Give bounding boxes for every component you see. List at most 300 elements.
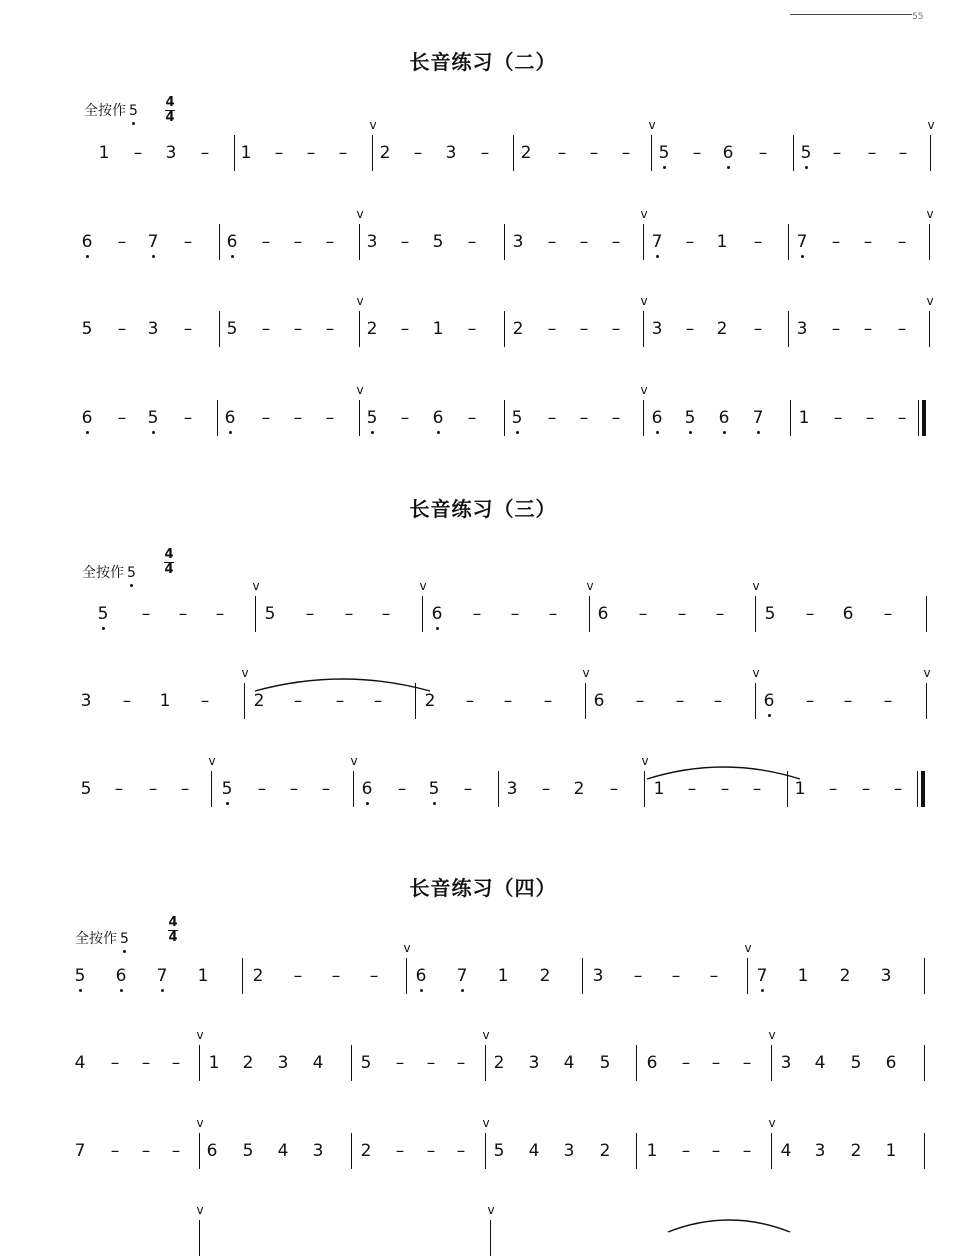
dash: – [293, 966, 303, 986]
dash: – [171, 1141, 181, 1161]
low-octave-dot [86, 255, 89, 258]
dash: – [611, 319, 621, 339]
barline [651, 135, 652, 171]
dash: – [805, 691, 815, 711]
note: 4 [277, 1141, 289, 1161]
dash: – [141, 1141, 151, 1161]
barline [199, 1045, 200, 1081]
barline [242, 958, 243, 994]
dash: – [426, 1053, 436, 1073]
dash: – [833, 408, 843, 428]
key-note: 5 [129, 103, 138, 119]
note: 1 [716, 232, 728, 252]
note: 4 [814, 1053, 826, 1073]
note: 5 [425, 779, 443, 799]
key-signature [84, 100, 138, 120]
note: 2 [850, 1141, 862, 1161]
dash: – [480, 143, 490, 163]
note: 5 [850, 1053, 862, 1073]
dash: – [456, 1141, 466, 1161]
note: 3 [147, 319, 159, 339]
barline [787, 771, 788, 807]
dash: – [543, 691, 553, 711]
dash: – [503, 691, 513, 711]
dash: – [635, 691, 645, 711]
dash: – [742, 1053, 752, 1073]
time-bottom: 4 [164, 562, 174, 577]
low-octave-dot [768, 714, 771, 717]
note: 3 [165, 143, 177, 163]
note: 2 [520, 143, 532, 163]
low-octave-dot [461, 989, 464, 992]
note: 2 [599, 1141, 611, 1161]
breath-mark: v [926, 294, 934, 308]
barline [351, 1133, 352, 1169]
slur [668, 1220, 790, 1232]
barline [199, 1220, 200, 1256]
low-octave-dot [371, 431, 374, 434]
dash: – [293, 408, 303, 428]
dash: – [117, 319, 127, 339]
dash: – [893, 779, 903, 799]
barline [504, 311, 505, 347]
low-octave-dot [689, 431, 692, 434]
note: 2 [252, 966, 264, 986]
note: 5 [493, 1141, 505, 1161]
dash: – [883, 604, 893, 624]
note: 3 [277, 1053, 289, 1073]
barline [217, 400, 218, 436]
note: 2 [253, 691, 265, 711]
dash: – [381, 604, 391, 624]
dash: – [547, 232, 557, 252]
dash: – [548, 604, 558, 624]
barline [422, 596, 423, 632]
dash: – [183, 319, 193, 339]
dash: – [110, 1141, 120, 1161]
dash: – [257, 779, 267, 799]
barline [930, 135, 931, 171]
note: 3 [796, 319, 808, 339]
low-octave-dot [801, 255, 804, 258]
key-signature [75, 928, 129, 948]
slur [647, 767, 800, 779]
dash: – [325, 408, 335, 428]
barline [485, 1133, 486, 1169]
note: 7 [74, 1141, 86, 1161]
low-octave-dot [663, 166, 666, 169]
barline [790, 400, 791, 436]
barline [219, 224, 220, 260]
breath-mark: v [196, 1203, 204, 1217]
dash: – [685, 319, 695, 339]
barline [415, 683, 416, 719]
note: 6 [648, 408, 666, 428]
barline [929, 224, 930, 260]
breath-mark: v [927, 118, 935, 132]
breath-mark: v [356, 207, 364, 221]
page-number: 55 [912, 12, 924, 22]
note: 1 [159, 691, 171, 711]
note: 1 [798, 408, 810, 428]
note: 5 [432, 232, 444, 252]
note: 1 [885, 1141, 897, 1161]
breath-mark: v [768, 1116, 776, 1130]
breath-mark: v [768, 1028, 776, 1042]
barline [359, 311, 360, 347]
breath-mark: v [482, 1116, 490, 1130]
note: 6 [428, 604, 446, 624]
note: 6 [715, 408, 733, 428]
note: 3 [445, 143, 457, 163]
low-octave-dot [723, 431, 726, 434]
note: 4 [528, 1141, 540, 1161]
time-top: 4 [164, 547, 174, 562]
time-signature [163, 548, 175, 577]
barline [643, 400, 644, 436]
key-note-dot [123, 950, 126, 953]
dash: – [579, 408, 589, 428]
dash: – [395, 1141, 405, 1161]
dash: – [467, 232, 477, 252]
slur [255, 679, 430, 691]
dash: – [472, 604, 482, 624]
note: 5 [797, 143, 815, 163]
dash: – [331, 966, 341, 986]
time-bottom: 4 [168, 930, 178, 945]
breath-mark: v [196, 1028, 204, 1042]
breath-mark: v [640, 383, 648, 397]
dash: – [338, 143, 348, 163]
note: 1 [653, 779, 665, 799]
breath-mark: v [196, 1116, 204, 1130]
dash: – [413, 143, 423, 163]
dash: – [463, 779, 473, 799]
low-octave-dot [757, 431, 760, 434]
dash: – [681, 1053, 691, 1073]
low-octave-dot [226, 802, 229, 805]
barline [924, 958, 925, 994]
barline [219, 311, 220, 347]
dash: – [675, 691, 685, 711]
note: 5 [94, 604, 112, 624]
dash: – [709, 966, 719, 986]
note: 1 [797, 966, 809, 986]
section-title: 长音练习（四） [409, 876, 557, 900]
note: 1 [208, 1053, 220, 1073]
dash: – [758, 143, 768, 163]
note: 2 [839, 966, 851, 986]
note: 6 [719, 143, 737, 163]
final-barline [917, 771, 918, 807]
key-prefix: 全按作 [75, 931, 117, 947]
note: 4 [312, 1053, 324, 1073]
dash: – [200, 691, 210, 711]
dash: – [897, 408, 907, 428]
dash: – [215, 604, 225, 624]
dash: – [122, 691, 132, 711]
dash: – [261, 232, 271, 252]
dash: – [261, 408, 271, 428]
note: 7 [153, 966, 171, 986]
note: 6 [842, 604, 854, 624]
breath-mark: v [487, 1203, 495, 1217]
key-note: 5 [127, 565, 136, 581]
dash: – [321, 779, 331, 799]
note: 3 [312, 1141, 324, 1161]
section-title: 长音练习（三） [409, 497, 557, 521]
dash: – [863, 232, 873, 252]
note: 6 [78, 408, 96, 428]
dash: – [579, 232, 589, 252]
section-title: 长音练习（二） [409, 50, 557, 74]
dash: – [805, 604, 815, 624]
dash: – [305, 604, 315, 624]
barline [490, 1220, 491, 1256]
barline [771, 1133, 772, 1169]
note: 7 [144, 232, 162, 252]
note: 5 [144, 408, 162, 428]
note: 3 [880, 966, 892, 986]
dash: – [557, 143, 567, 163]
note: 5 [242, 1141, 254, 1161]
note: 3 [366, 232, 378, 252]
dash: – [541, 779, 551, 799]
note: 1 [432, 319, 444, 339]
dash: – [752, 779, 762, 799]
dash: – [687, 779, 697, 799]
breath-mark: v [419, 579, 427, 593]
dash: – [335, 691, 345, 711]
note: 2 [716, 319, 728, 339]
dash: – [141, 604, 151, 624]
dash: – [579, 319, 589, 339]
note: 3 [80, 691, 92, 711]
note: 5 [599, 1053, 611, 1073]
dash: – [609, 779, 619, 799]
low-octave-dot [152, 255, 155, 258]
breath-mark: v [752, 579, 760, 593]
breath-mark: v [586, 579, 594, 593]
barline [244, 683, 245, 719]
dash: – [671, 966, 681, 986]
barline [926, 596, 927, 632]
dash: – [369, 966, 379, 986]
dash: – [681, 1141, 691, 1161]
note: 7 [753, 966, 771, 986]
note: 5 [71, 966, 89, 986]
dash: – [611, 408, 621, 428]
note: 2 [424, 691, 436, 711]
dash: – [843, 691, 853, 711]
dash: – [638, 604, 648, 624]
time-signature [167, 916, 179, 945]
note: 5 [360, 1053, 372, 1073]
note: 7 [648, 232, 666, 252]
note: 1 [794, 779, 806, 799]
time-top: 4 [168, 915, 178, 930]
low-octave-dot [436, 627, 439, 630]
dash: – [274, 143, 284, 163]
note: 6 [223, 232, 241, 252]
note: 2 [539, 966, 551, 986]
barline [359, 400, 360, 436]
barline [406, 958, 407, 994]
note: 5 [80, 779, 92, 799]
dash: – [110, 1053, 120, 1073]
low-octave-dot [761, 989, 764, 992]
barline [485, 1045, 486, 1081]
barline [504, 224, 505, 260]
note: 6 [412, 966, 430, 986]
barline [199, 1133, 200, 1169]
breath-mark: v [241, 666, 249, 680]
breath-mark: v [926, 207, 934, 221]
dash: – [863, 319, 873, 339]
dash: – [720, 779, 730, 799]
note: 1 [646, 1141, 658, 1161]
note: 5 [264, 604, 276, 624]
note: 5 [764, 604, 776, 624]
low-octave-dot [102, 627, 105, 630]
time-signature [164, 96, 176, 125]
dash: – [633, 966, 643, 986]
barline [924, 1045, 925, 1081]
barline [636, 1133, 637, 1169]
breath-mark: v [752, 666, 760, 680]
note: 2 [242, 1053, 254, 1073]
dash: – [117, 408, 127, 428]
final-barline [918, 400, 919, 436]
barline [788, 224, 789, 260]
note: 2 [512, 319, 524, 339]
low-octave-dot [433, 802, 436, 805]
dash: – [589, 143, 599, 163]
dash: – [753, 232, 763, 252]
note: 5 [655, 143, 673, 163]
barline [636, 1045, 637, 1081]
barline [353, 771, 354, 807]
dash: – [897, 319, 907, 339]
dash: – [742, 1141, 752, 1161]
key-signature [82, 562, 136, 582]
dash: – [467, 319, 477, 339]
note: 3 [814, 1141, 826, 1161]
low-octave-dot [420, 989, 423, 992]
breath-mark: v [356, 383, 364, 397]
header-rule [790, 14, 912, 15]
note: 2 [360, 1141, 372, 1161]
note: 3 [512, 232, 524, 252]
note: 1 [98, 143, 110, 163]
note: 3 [780, 1053, 792, 1073]
note: 6 [597, 604, 609, 624]
dash: – [865, 408, 875, 428]
breath-mark: v [252, 579, 260, 593]
breath-mark: v [350, 754, 358, 768]
time-bottom: 4 [165, 110, 175, 125]
low-octave-dot [79, 989, 82, 992]
barline [504, 400, 505, 436]
note: 6 [646, 1053, 658, 1073]
barline [771, 1045, 772, 1081]
barline [924, 1133, 925, 1169]
note: 5 [508, 408, 526, 428]
note: 7 [749, 408, 767, 428]
note: 3 [506, 779, 518, 799]
low-octave-dot [516, 431, 519, 434]
dash: – [711, 1053, 721, 1073]
dash: – [677, 604, 687, 624]
note: 5 [681, 408, 699, 428]
barline [498, 771, 499, 807]
note: 2 [379, 143, 391, 163]
note: 6 [593, 691, 605, 711]
dash: – [400, 408, 410, 428]
dash: – [883, 691, 893, 711]
dash: – [183, 408, 193, 428]
low-octave-dot [231, 255, 234, 258]
breath-mark: v [641, 754, 649, 768]
low-octave-dot [366, 802, 369, 805]
barline [747, 958, 748, 994]
note: 6 [221, 408, 239, 428]
note: 2 [573, 779, 585, 799]
dash: – [141, 1053, 151, 1073]
dash: – [897, 232, 907, 252]
barline [372, 135, 373, 171]
dash: – [456, 1053, 466, 1073]
dash: – [426, 1141, 436, 1161]
dash: – [621, 143, 631, 163]
note: 1 [240, 143, 252, 163]
dash: – [325, 319, 335, 339]
low-octave-dot [229, 431, 232, 434]
dash: – [400, 232, 410, 252]
dash: – [711, 1141, 721, 1161]
note: 5 [226, 319, 238, 339]
note: 5 [218, 779, 236, 799]
low-octave-dot [656, 431, 659, 434]
barline [351, 1045, 352, 1081]
note: 3 [651, 319, 663, 339]
note: 6 [206, 1141, 218, 1161]
dash: – [753, 319, 763, 339]
low-octave-dot [152, 431, 155, 434]
dash: – [293, 232, 303, 252]
note: 7 [453, 966, 471, 986]
note: 6 [358, 779, 376, 799]
dash: – [510, 604, 520, 624]
breath-mark: v [356, 294, 364, 308]
barline [788, 311, 789, 347]
breath-mark: v [582, 666, 590, 680]
note: 6 [885, 1053, 897, 1073]
dash: – [289, 779, 299, 799]
low-octave-dot [86, 431, 89, 434]
key-note: 5 [120, 931, 129, 947]
barline [793, 135, 794, 171]
dash: – [148, 779, 158, 799]
breath-mark: v [640, 294, 648, 308]
barline [255, 596, 256, 632]
dash: – [611, 232, 621, 252]
dash: – [117, 232, 127, 252]
breath-mark: v [744, 941, 752, 955]
dash: – [261, 319, 271, 339]
key-note-dot [132, 122, 135, 125]
note: 5 [81, 319, 93, 339]
